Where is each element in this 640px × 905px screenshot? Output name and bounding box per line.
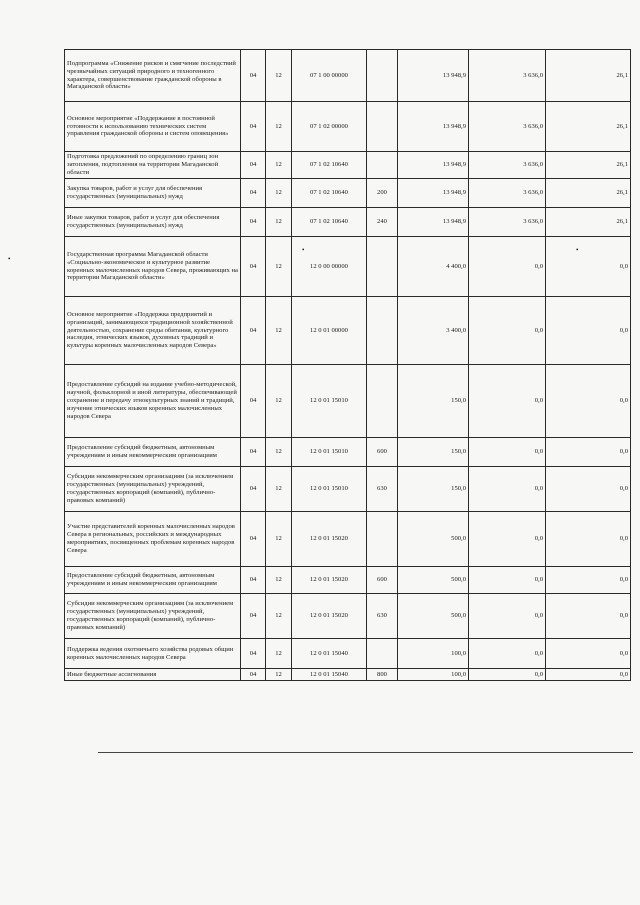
row-expense-type: 600 xyxy=(367,438,398,467)
row-plan-amount: 3 400,0 xyxy=(398,297,469,365)
table-row xyxy=(65,438,631,467)
row-expense-type: 630 xyxy=(367,467,398,512)
row-target-article: 12 0 01 15010 xyxy=(292,438,367,467)
table-row xyxy=(65,208,631,237)
row-expense-type xyxy=(367,365,398,438)
row-section: 04 xyxy=(241,365,266,438)
row-section: 04 xyxy=(241,102,266,152)
row-plan-amount: 500,0 xyxy=(398,567,469,594)
row-name: Иные закупки товаров, работ и услуг для обеспечения государственных (муниципальных) нужд xyxy=(65,208,241,237)
row-fact-amount: 0,0 xyxy=(469,512,546,567)
row-subsection: 12 xyxy=(266,208,292,237)
row-subsection: 12 xyxy=(266,639,292,669)
row-target-article: 07 1 02 10640 xyxy=(292,152,367,179)
row-expense-type: 600 xyxy=(367,567,398,594)
row-section: 04 xyxy=(241,567,266,594)
row-name: Государственная программа Магаданской области «Социально-экономическое и культурное развитие коренных малочисленных народов Севера, проживающих на территории Магаданской области» xyxy=(65,237,241,297)
row-subsection: 12 xyxy=(266,50,292,102)
row-percent: 26,1 xyxy=(546,102,631,152)
row-plan-amount: 500,0 xyxy=(398,594,469,639)
row-expense-type xyxy=(367,102,398,152)
row-subsection: 12 xyxy=(266,669,292,681)
row-section: 04 xyxy=(241,297,266,365)
row-target-article: 07 1 02 10640 xyxy=(292,179,367,208)
row-target-article: 12 0 01 15020 xyxy=(292,567,367,594)
table-body xyxy=(65,50,631,681)
row-subsection: 12 xyxy=(266,237,292,297)
row-name: Предоставление субсидий на издание учебно-методической, научной, фольклорной и иной литературы, обеспечивающей сохранение и передачу этнокультурных знаний и традиций, изучение этнических языков коренных малочисленных народов Севера xyxy=(65,365,241,438)
row-section: 04 xyxy=(241,639,266,669)
row-subsection: 12 xyxy=(266,512,292,567)
row-name: Подпрограмма «Снижение рисков и смягчение последствий чрезвычайных ситуаций природного и техногенного характера, совершенствование гражданской обороны в Магаданской области» xyxy=(65,50,241,102)
table-row xyxy=(65,102,631,152)
row-target-article: 12 0 01 15010 xyxy=(292,467,367,512)
row-name: Основное мероприятие «Поддержание в постоянной готовности к использованию технических систем управления гражданской обороны и систем оповещения» xyxy=(65,102,241,152)
row-section: 04 xyxy=(241,594,266,639)
scan-speck: • xyxy=(576,246,579,254)
row-plan-amount: 13 948,9 xyxy=(398,208,469,237)
row-percent: 26,1 xyxy=(546,152,631,179)
table-row xyxy=(65,237,631,297)
row-name: Предоставление субсидий бюджетным, автономным учреждениям и иным некоммерческим организациям xyxy=(65,438,241,467)
row-target-article: 12 0 01 15020 xyxy=(292,512,367,567)
row-name: Основное мероприятие «Поддержка предприятий и организаций, занимающихся традиционной хозяйственной деятельностью, сохранение среды обитания, культурного наследия, этнических языков, духовных традиций и культуры коренных малочисленных народов Севера» xyxy=(65,297,241,365)
row-section: 04 xyxy=(241,179,266,208)
table-row xyxy=(65,467,631,512)
row-expense-type xyxy=(367,50,398,102)
row-percent: 0,0 xyxy=(546,438,631,467)
row-expense-type xyxy=(367,512,398,567)
row-expense-type: 200 xyxy=(367,179,398,208)
budget-table xyxy=(64,49,631,681)
row-fact-amount: 0,0 xyxy=(469,297,546,365)
row-fact-amount: 3 636,0 xyxy=(469,179,546,208)
table-row xyxy=(65,50,631,102)
row-plan-amount: 100,0 xyxy=(398,639,469,669)
row-section: 04 xyxy=(241,438,266,467)
table-row xyxy=(65,365,631,438)
row-fact-amount: 3 636,0 xyxy=(469,208,546,237)
row-expense-type: 630 xyxy=(367,594,398,639)
row-fact-amount: 0,0 xyxy=(469,438,546,467)
row-subsection: 12 xyxy=(266,438,292,467)
row-section: 04 xyxy=(241,512,266,567)
row-target-article: 07 1 02 10640 xyxy=(292,208,367,237)
table-row xyxy=(65,669,631,681)
row-percent: 0,0 xyxy=(546,297,631,365)
row-expense-type xyxy=(367,152,398,179)
row-plan-amount: 4 400,0 xyxy=(398,237,469,297)
table-row xyxy=(65,594,631,639)
row-subsection: 12 xyxy=(266,567,292,594)
row-fact-amount: 3 636,0 xyxy=(469,50,546,102)
row-section: 04 xyxy=(241,152,266,179)
row-fact-amount: 0,0 xyxy=(469,669,546,681)
row-expense-type xyxy=(367,297,398,365)
row-plan-amount: 100,0 xyxy=(398,669,469,681)
table-row xyxy=(65,512,631,567)
row-name: Поддержка ведения охотничьего хозяйства родовых общин коренных малочисленных народов Севера xyxy=(65,639,241,669)
row-plan-amount: 13 948,9 xyxy=(398,50,469,102)
row-subsection: 12 xyxy=(266,297,292,365)
row-fact-amount: 0,0 xyxy=(469,594,546,639)
row-plan-amount: 13 948,9 xyxy=(398,152,469,179)
row-expense-type: 240 xyxy=(367,208,398,237)
row-percent: 0,0 xyxy=(546,512,631,567)
row-fact-amount: 0,0 xyxy=(469,467,546,512)
row-subsection: 12 xyxy=(266,467,292,512)
row-target-article: 12 0 01 15040 xyxy=(292,669,367,681)
row-percent: 0,0 xyxy=(546,669,631,681)
row-subsection: 12 xyxy=(266,594,292,639)
row-plan-amount: 150,0 xyxy=(398,467,469,512)
row-expense-type xyxy=(367,237,398,297)
row-target-article: 12 0 00 00000 xyxy=(292,237,367,297)
row-plan-amount: 500,0 xyxy=(398,512,469,567)
table-row xyxy=(65,152,631,179)
row-name: Субсидии некоммерческим организациям (за исключением государственных (муниципальных) учреждений, государственных корпораций (компаний), публично-правовых компаний) xyxy=(65,594,241,639)
row-fact-amount: 0,0 xyxy=(469,365,546,438)
row-target-article: 07 1 00 00000 xyxy=(292,50,367,102)
row-plan-amount: 13 948,9 xyxy=(398,179,469,208)
row-percent: 26,1 xyxy=(546,179,631,208)
row-target-article: 12 0 01 15020 xyxy=(292,594,367,639)
row-name: Подготовка предложений по определению границ зон затопления, подтопления на территории Магаданской области xyxy=(65,152,241,179)
row-fact-amount: 3 636,0 xyxy=(469,102,546,152)
row-name: Предоставление субсидий бюджетным, автономным учреждениям и иным некоммерческим организациям xyxy=(65,567,241,594)
row-expense-type: 800 xyxy=(367,669,398,681)
row-target-article: 12 0 01 15040 xyxy=(292,639,367,669)
table-row xyxy=(65,567,631,594)
bottom-rule xyxy=(98,752,633,753)
row-percent: 0,0 xyxy=(546,594,631,639)
row-percent: 0,0 xyxy=(546,567,631,594)
row-percent: 0,0 xyxy=(546,365,631,438)
scan-speck: • xyxy=(302,246,305,254)
table-row xyxy=(65,179,631,208)
row-fact-amount: 0,0 xyxy=(469,237,546,297)
row-plan-amount: 150,0 xyxy=(398,438,469,467)
row-plan-amount: 150,0 xyxy=(398,365,469,438)
row-target-article: 07 1 02 00000 xyxy=(292,102,367,152)
row-percent: 0,0 xyxy=(546,467,631,512)
row-fact-amount: 3 636,0 xyxy=(469,152,546,179)
row-target-article: 12 0 01 00000 xyxy=(292,297,367,365)
row-section: 04 xyxy=(241,669,266,681)
row-subsection: 12 xyxy=(266,179,292,208)
scan-speck: • xyxy=(8,255,11,263)
row-subsection: 12 xyxy=(266,152,292,179)
row-percent: 0,0 xyxy=(546,237,631,297)
table-row xyxy=(65,639,631,669)
row-fact-amount: 0,0 xyxy=(469,639,546,669)
row-name: Участие представителей коренных малочисленных народов Севера в региональных, российских и международных мероприятиях, посвященных проблемам коренных народов Севера xyxy=(65,512,241,567)
row-section: 04 xyxy=(241,467,266,512)
row-percent: 26,1 xyxy=(546,208,631,237)
row-section: 04 xyxy=(241,208,266,237)
row-section: 04 xyxy=(241,237,266,297)
row-percent: 0,0 xyxy=(546,639,631,669)
row-percent: 26,1 xyxy=(546,50,631,102)
row-name: Субсидии некоммерческим организациям (за исключением государственных (муниципальных) учреждений, государственных корпораций (компаний), публично-правовых компаний) xyxy=(65,467,241,512)
row-name: Закупка товаров, работ и услуг для обеспечения государственных (муниципальных) нужд xyxy=(65,179,241,208)
row-plan-amount: 13 948,9 xyxy=(398,102,469,152)
row-target-article: 12 0 01 15010 xyxy=(292,365,367,438)
row-subsection: 12 xyxy=(266,102,292,152)
row-fact-amount: 0,0 xyxy=(469,567,546,594)
row-expense-type xyxy=(367,639,398,669)
row-name: Иные бюджетные ассигнования xyxy=(65,669,241,681)
row-subsection: 12 xyxy=(266,365,292,438)
row-section: 04 xyxy=(241,50,266,102)
table-row xyxy=(65,297,631,365)
